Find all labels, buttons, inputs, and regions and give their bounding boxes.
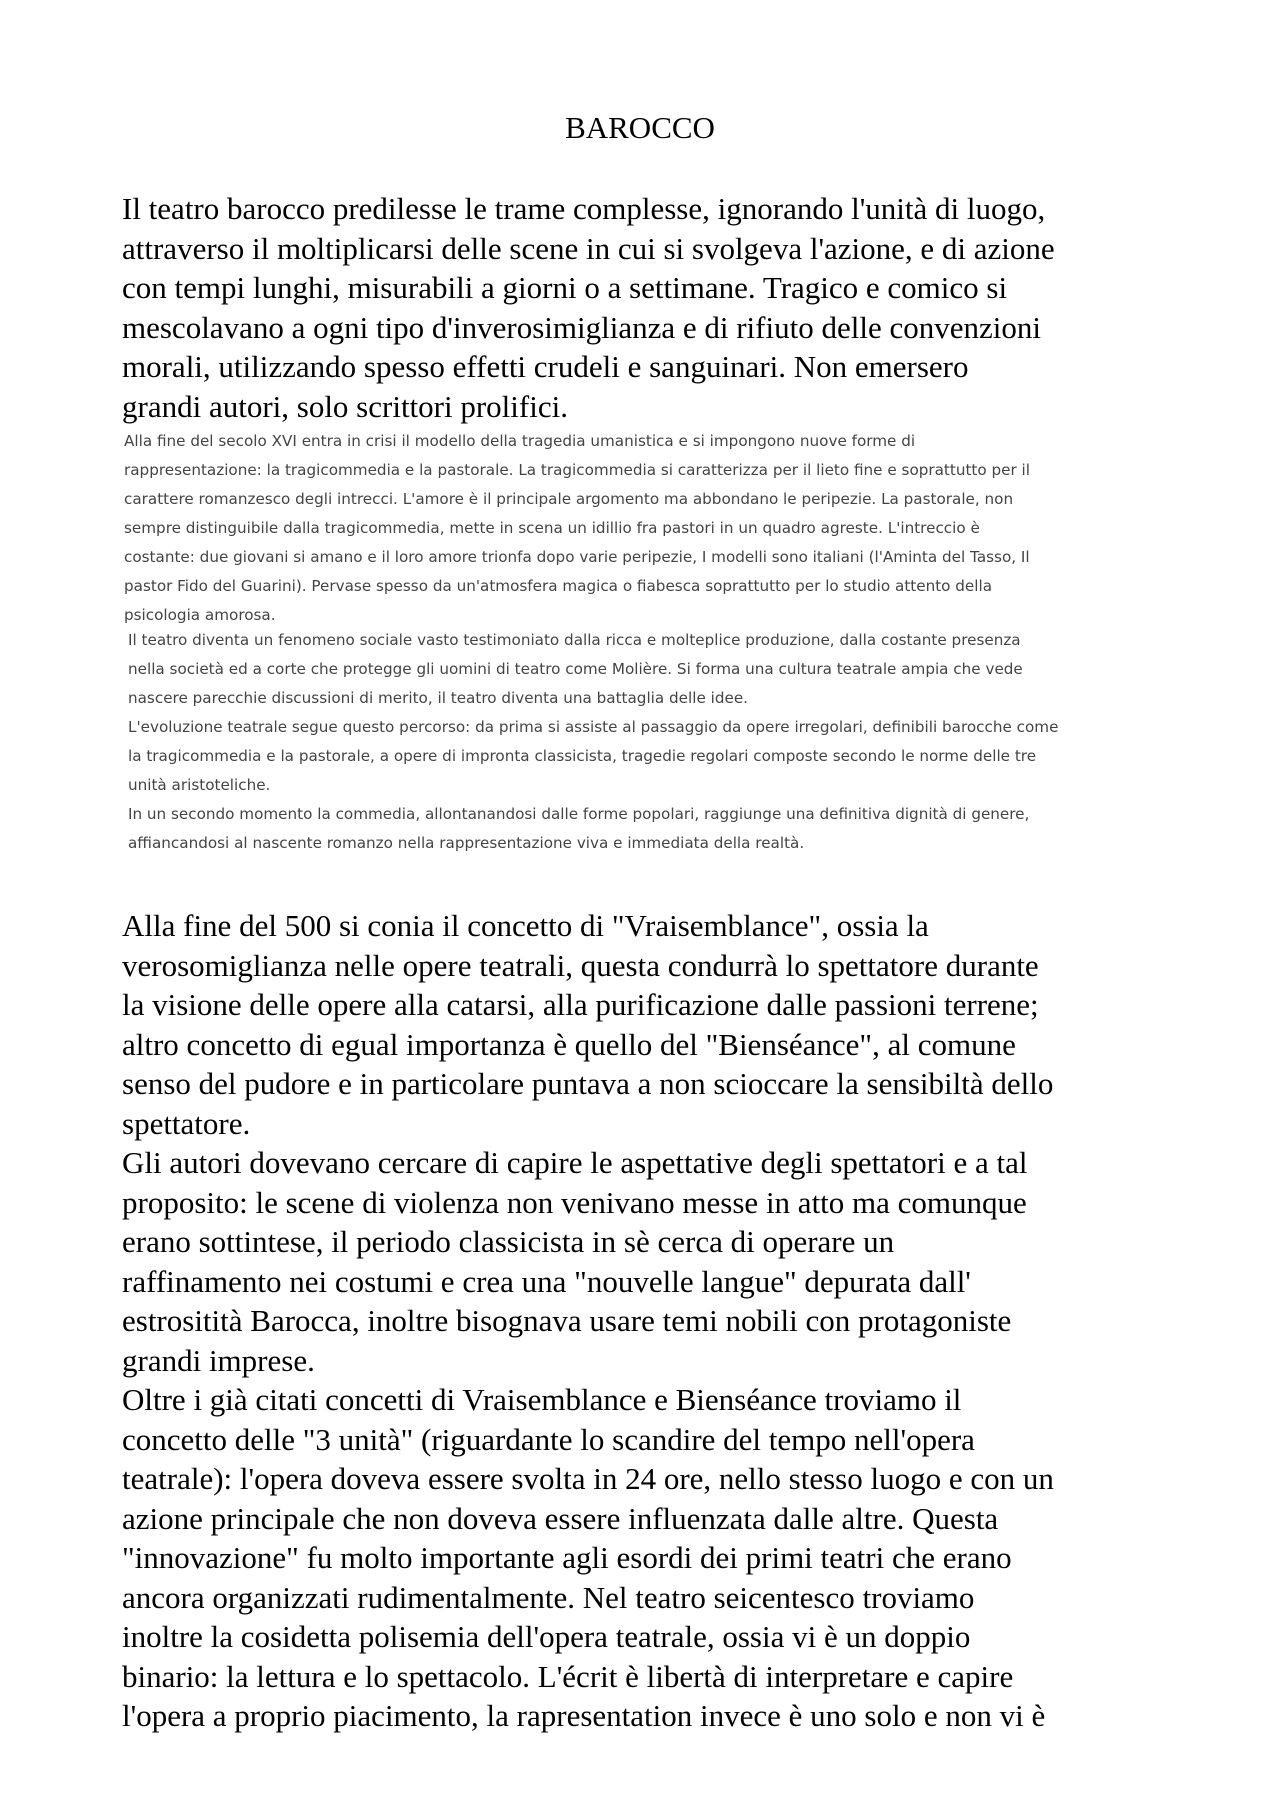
pasted-line: sempre distinguibile dalla tragicommedia, mette in scena un idillio fra pastori in un quadro agreste. L'intreccio è [124, 519, 980, 537]
body-line: azione principale che non doveva essere influenzata dalle altre. Questa [122, 1500, 999, 1536]
pasted-line: rappresentazione: la tragicommedia e la pastorale. La tragicommedia si caratterizza per il lieto fine e soprattutto per il [124, 461, 1030, 479]
pasted-line: Alla fine del secolo XVI entra in crisi il modello della tragedia umanistica e si impongono nuove forme di [124, 432, 916, 450]
intro-line: grandi autori, solo scrittori prolifici. [122, 388, 568, 424]
body-line: inoltre la cosidetta polisemia dell'opera teatrale, ossia vi è un doppio [122, 1619, 971, 1654]
pasted-line: In un secondo momento la commedia, allontanandosi dalle forme popolari, raggiunge una definitiva dignità di genere, [128, 805, 1030, 823]
pasted-line: pastor Fido del Guarini). Pervase spesso da un'atmosfera magica o fiabesca soprattutto per lo studio attento della [124, 577, 993, 595]
pasted-line: psicologia amorosa. [124, 606, 276, 624]
pasted-paragraph-4 [128, 800, 1178, 858]
body-line: verosomiglianza nelle opere teatrali, questa condurrà lo spettatore durante [122, 947, 1039, 983]
body-line: teatrale): l'opera doveva essere svolta in 24 ore, nello stesso luogo e con un [122, 1461, 1054, 1496]
body-line: "innovazione" fu molto importante agli esordi dei primi teatri che erano [122, 1540, 1012, 1575]
intro-line: attraverso il moltiplicarsi delle scene in cui si svolgeva l'azione, e di azione [122, 230, 1055, 266]
pasted-paragraph-1 [124, 427, 1174, 630]
pasted-line: Il teatro diventa un fenomeno sociale vasto testimoniato dalla ricca e molteplice produzione, dalla costante presenza [128, 631, 1021, 649]
pasted-paragraph-2 [128, 626, 1178, 713]
body-line: ancora organizzati rudimentalmente. Nel teatro seicentesco troviamo [122, 1579, 975, 1615]
intro-line: mescolavano a ogni tipo d'inverosimiglianza e di rifiuto delle convenzioni [122, 309, 1041, 345]
pasted-line: carattere romanzesco degli intrecci. L'amore è il principale argomento ma abbondano le peripezie. La pastorale, non [124, 490, 1014, 508]
intro-line: con tempi lunghi, misurabili a giorni o a settimane. Tragico e comico si [122, 270, 1008, 305]
pasted-line: L'evoluzione teatrale segue questo percorso: da prima si assiste al passaggio da opere irregolari, definibili barocche come [128, 718, 1059, 736]
main-paragraph [122, 906, 1172, 1736]
intro-line: morali, utilizzando spesso effetti crudeli e sanguinari. Non emersero [122, 349, 969, 384]
body-line: spettatore. [122, 1105, 251, 1141]
body-line: Gli autori dovevano cercare di capire le aspettative degli spettatori e a tal [122, 1145, 1028, 1180]
body-line: concetto delle "3 unità" (riguardante lo scandire del tempo nell'opera [122, 1421, 975, 1457]
body-line: la visione delle opere alla catarsi, alla purificazione dalle passioni terrene; [122, 987, 1039, 1022]
pasted-line: nella società ed a corte che protegge gli uomini di teatro come Molière. Si forma una cultura teatrale ampia che vede [128, 660, 1023, 678]
pasted-line: affiancandosi al nascente romanzo nella rappresentazione viva e immediata della realtà. [128, 834, 805, 852]
intro-line: Il teatro barocco predilesse le trame complesse, ignorando l'unità di luogo, [122, 191, 1046, 226]
pasted-paragraph-3 [128, 713, 1178, 800]
intro-paragraph [122, 189, 1172, 426]
page-title: BAROCCO [565, 110, 715, 145]
body-line: altro concetto di egual importanza è quello del "Bienséance", al comune [122, 1026, 1016, 1062]
body-line: senso del pudore e in particolare puntava a non scioccare la sensibiltà dello [122, 1066, 1054, 1101]
body-line: Oltre i già citati concetti di Vraisemblance e Bienséance troviamo il [122, 1382, 962, 1417]
pasted-line: la tragicommedia e la pastorale, a opere di impronta classicista, tragedie regolari composte secondo le norme delle tre [128, 747, 1037, 765]
pasted-line: unità aristoteliche. [128, 776, 271, 794]
body-line: grandi imprese. [122, 1342, 315, 1378]
pasted-line: costante: due giovani si amano e il loro amore trionfa dopo varie peripezie, I modelli sono italiani (l'Aminta del Tasso, Il [124, 548, 1030, 566]
pasted-line: nascere parecchie discussioni di merito, il teatro diventa una battaglia delle idee. [128, 689, 748, 707]
body-line: erano sottintese, il periodo classicista in sè cerca di operare un [122, 1224, 895, 1259]
body-line: Alla fine del 500 si conia il concetto di "Vraisemblance", ossia la [122, 908, 929, 943]
body-line: estrositità Barocca, inoltre bisognava usare temi nobili con protagoniste [122, 1303, 1012, 1338]
body-line: raffinamento nei costumi e crea una "nouvelle langue" depurata dall' [122, 1263, 971, 1299]
body-line: l'opera a proprio piacimento, la rapresentation invece è uno solo e non vi è [122, 1698, 1046, 1733]
body-line: binario: la lettura e lo spettacolo. L'écrit è libertà di interpretare e capire [122, 1658, 1014, 1694]
body-line: proposito: le scene di violenza non venivano messe in atto ma comunque [122, 1184, 1027, 1220]
